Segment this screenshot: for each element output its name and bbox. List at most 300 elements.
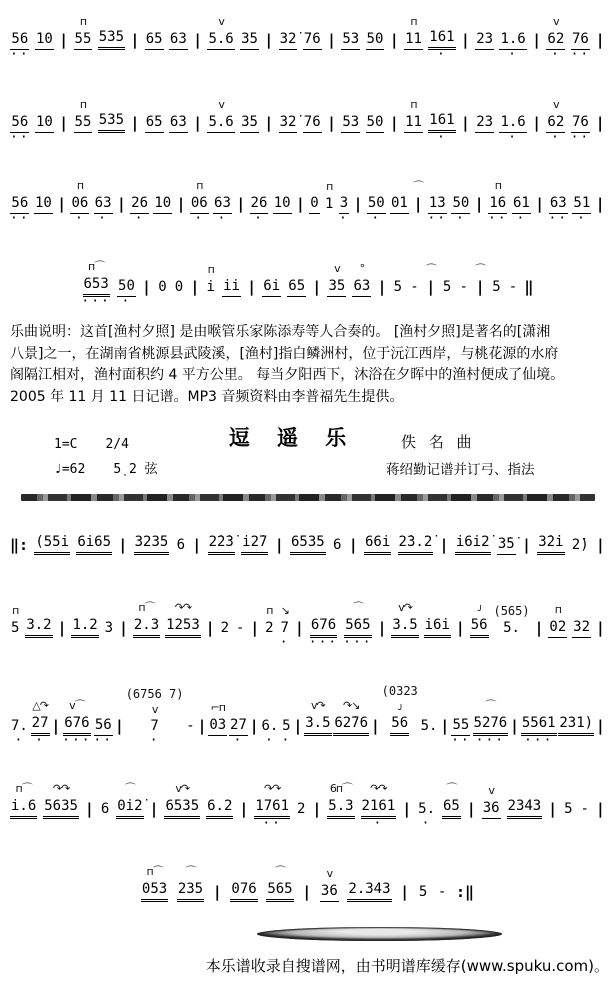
note-group xyxy=(563,784,573,830)
music-line xyxy=(10,178,605,225)
note-group xyxy=(417,784,436,830)
barline xyxy=(198,701,207,747)
note-digits: 62 xyxy=(546,113,565,133)
composer-credit: 佚 名 曲 xyxy=(401,433,476,451)
note-digits: 0i2̇ xyxy=(116,797,143,819)
title-block xyxy=(0,422,615,478)
note-digits: 50 xyxy=(366,30,385,50)
note-digits: i.6 xyxy=(10,797,37,819)
barline-glyph: | xyxy=(455,619,465,637)
note-group xyxy=(327,261,346,308)
barline xyxy=(402,784,411,830)
note-group xyxy=(157,262,167,308)
bowing-mark: ° xyxy=(359,262,365,275)
octave-dots: · xyxy=(279,635,290,650)
note-group xyxy=(352,261,371,308)
octave-dots: · xyxy=(194,211,205,226)
note-group xyxy=(537,517,564,566)
note-group xyxy=(10,701,29,747)
note-group xyxy=(499,97,526,144)
note-group xyxy=(241,517,268,566)
barline-glyph: | xyxy=(377,619,387,637)
note-digits: 6 xyxy=(332,537,342,553)
note-group xyxy=(366,14,385,61)
note-group xyxy=(222,261,241,308)
note-group xyxy=(455,517,491,566)
bowing-mark: п xyxy=(196,179,203,192)
barline xyxy=(390,98,399,144)
barline-glyph: | xyxy=(389,31,399,49)
note-digits: - xyxy=(437,884,447,900)
octave-dots: · xyxy=(508,47,518,62)
barline xyxy=(10,520,28,566)
barline-glyph: | xyxy=(475,278,485,296)
note-digits: 23 xyxy=(475,30,494,50)
note-digits: 56 xyxy=(10,113,29,133)
octave-dots: · xyxy=(339,211,349,226)
barline-glyph: | xyxy=(247,278,257,296)
note-group xyxy=(264,603,274,649)
bowing-mark: ⌒ xyxy=(425,263,436,276)
note-group xyxy=(333,698,369,747)
barline xyxy=(296,179,305,225)
barline xyxy=(302,867,311,913)
octave-dots: · xyxy=(281,733,292,748)
barline xyxy=(206,603,215,649)
page-title: 逗 遥 乐 xyxy=(228,425,357,450)
barline-glyph: | xyxy=(116,195,126,213)
note-group xyxy=(254,781,290,830)
footer-source-text: 本乐谱收录自搜谱网，由书明谱库缓存(www.spuku.com)。 xyxy=(205,957,609,975)
note-group xyxy=(558,698,594,747)
octave-dots: · xyxy=(421,816,432,831)
barline xyxy=(236,179,245,225)
note-group xyxy=(169,97,188,144)
note-digits: - xyxy=(459,279,468,295)
note-digits: 5. xyxy=(503,620,520,636)
bowing-mark: п⌒ xyxy=(15,782,32,795)
barline-glyph: | xyxy=(326,114,337,132)
note-digits: 161 xyxy=(428,111,455,133)
music-line xyxy=(10,12,605,61)
barline-glyph: | xyxy=(264,31,274,49)
note-group xyxy=(382,683,418,747)
barline-glyph: | xyxy=(84,800,94,818)
note-group xyxy=(34,517,70,566)
note-digits: 76 xyxy=(303,113,322,133)
note-digits: 1761 xyxy=(254,797,290,819)
note-digits: 676 xyxy=(310,616,337,638)
note-digits: 565 xyxy=(344,616,371,638)
barline xyxy=(115,701,124,747)
note-group xyxy=(546,14,565,61)
key-time-signature xyxy=(14,437,184,452)
octave-dots: · xyxy=(134,211,145,226)
bowing-mark: п xyxy=(554,603,561,616)
note-digits: 62 xyxy=(546,30,565,50)
note-group xyxy=(390,178,409,225)
bowing-mark: п⌒ xyxy=(146,865,163,878)
note-digits: 23 xyxy=(475,113,494,133)
music-line xyxy=(10,781,605,830)
barline-glyph: | xyxy=(212,883,222,901)
barline xyxy=(250,603,259,649)
note-digits: 50 xyxy=(366,113,385,133)
note-group xyxy=(367,178,386,225)
tempo-marking: ♩=62 xyxy=(54,462,86,477)
octave-dots: · xyxy=(233,733,244,748)
note-digits: 5.6 xyxy=(207,30,234,50)
barline-glyph: | xyxy=(294,619,304,637)
separator-bar xyxy=(21,494,595,501)
description-paragraph xyxy=(0,320,615,408)
note-group xyxy=(100,784,110,830)
note-digits: 10 xyxy=(35,113,54,133)
barline-glyph: | xyxy=(130,114,140,132)
barline-glyph: | xyxy=(595,31,605,49)
note-group xyxy=(428,12,455,61)
note-group xyxy=(459,262,469,308)
barline xyxy=(177,179,186,225)
music-section-main xyxy=(0,501,615,913)
barline xyxy=(400,867,409,913)
note-digits: 3̇5̇ xyxy=(497,535,516,555)
octave-dots: · xyxy=(121,294,132,309)
bowing-mark: п xyxy=(76,179,84,192)
note-digits: 235 xyxy=(177,880,204,902)
barline-glyph: | xyxy=(595,536,605,554)
note-digits: 01 xyxy=(390,194,409,214)
note-digits: 231) xyxy=(558,714,594,736)
barline-glyph: | xyxy=(348,536,358,554)
barline xyxy=(534,603,543,649)
octave-dots: · xyxy=(373,816,384,831)
barline xyxy=(475,262,485,308)
note-group xyxy=(230,864,257,913)
note-group xyxy=(493,603,529,649)
time-signature: 2/4 xyxy=(105,437,129,452)
barline-glyph: | xyxy=(460,114,470,132)
note-digits: 66i xyxy=(364,533,391,555)
octave-dots: · xyxy=(550,47,561,62)
note-group xyxy=(320,866,339,913)
note-group xyxy=(126,686,184,747)
octave-dots: · xyxy=(75,211,85,226)
note-digits: 10 xyxy=(34,194,53,214)
note-group xyxy=(35,97,54,144)
barline-glyph: | xyxy=(293,717,303,735)
octave-dots: ··· xyxy=(308,635,339,650)
description-line: 八景]之一，在湖南省桃源县武陵溪，[渔村]指白鳞洲村，位于沅江西岸，与桃花源的水府 xyxy=(10,345,559,362)
note-group xyxy=(304,698,331,747)
bowing-mark: v⌒ xyxy=(69,699,85,712)
note-group xyxy=(31,698,50,747)
barline-glyph: | xyxy=(439,536,449,554)
barline xyxy=(58,603,67,649)
note-group xyxy=(508,262,518,308)
note-group xyxy=(580,784,590,830)
note-digits: 32̇ xyxy=(279,30,298,50)
note-group xyxy=(76,517,112,566)
note-digits: 65 xyxy=(287,277,306,297)
note-group xyxy=(442,781,461,830)
note-group xyxy=(117,261,136,308)
note-digits: 5 xyxy=(492,279,501,295)
note-group xyxy=(339,178,349,225)
barline-glyph: | xyxy=(239,800,249,818)
note-group xyxy=(130,178,149,225)
note-digits: 676 xyxy=(63,714,90,736)
note-digits: 3 xyxy=(104,620,114,636)
bowing-mark: ⌒ xyxy=(352,601,363,614)
note-group xyxy=(473,698,509,747)
bowing-mark: v xyxy=(326,867,333,880)
note-digits: 5 xyxy=(282,718,291,734)
note-group xyxy=(116,781,143,830)
note-group xyxy=(281,701,291,747)
octave-dots: · xyxy=(35,733,45,748)
barline-glyph: | xyxy=(595,114,605,132)
note-digits: 55 xyxy=(451,716,470,736)
barline xyxy=(118,520,127,566)
octave-dots: ·· xyxy=(570,47,591,62)
note-digits: 161 xyxy=(428,28,455,50)
barline-glyph: | xyxy=(118,536,128,554)
bowing-mark: п⌒ xyxy=(138,601,155,614)
barline-glyph: | xyxy=(193,114,203,132)
note-group xyxy=(174,262,184,308)
barline xyxy=(193,15,202,61)
bowing-mark: ⌒ xyxy=(274,865,285,878)
note-group xyxy=(347,864,391,913)
note-group xyxy=(296,784,306,830)
note-group xyxy=(409,262,419,308)
note-group xyxy=(398,517,434,566)
note-group xyxy=(74,14,93,61)
bowing-mark: ⌒ xyxy=(185,865,196,878)
note-digits: i6i2̇ xyxy=(455,533,491,555)
octave-dots: ·· xyxy=(451,733,471,748)
barline xyxy=(349,520,358,566)
barline-glyph: | xyxy=(236,195,246,213)
barline-glyph: | xyxy=(402,800,412,818)
note-group xyxy=(303,97,322,144)
bowing-mark: v xyxy=(553,15,559,28)
note-digits: 5. xyxy=(420,718,438,734)
note-digits: 62̇76 xyxy=(333,714,369,736)
note-group xyxy=(488,178,508,225)
note-digits: 2 xyxy=(265,620,274,636)
note-digits: 50 xyxy=(451,194,470,214)
barline xyxy=(312,262,321,308)
barline xyxy=(327,98,336,144)
barline xyxy=(295,603,304,649)
note-digits: 5.3 xyxy=(327,797,354,819)
note-group xyxy=(404,97,423,144)
note-digits: 55 xyxy=(74,113,93,133)
note-digits: 2 xyxy=(220,620,230,636)
note-digits: 3.5 xyxy=(391,616,418,638)
barline-glyph: | xyxy=(59,114,69,132)
bowing-mark: п xyxy=(266,604,273,617)
note-group xyxy=(208,700,227,747)
barline-glyph: | xyxy=(295,195,305,213)
barline-glyph: | xyxy=(534,619,544,637)
bowing-mark: (0323 ᴊ xyxy=(381,684,418,713)
octave-dots: ·· xyxy=(10,130,30,145)
note-group xyxy=(145,14,164,61)
barline xyxy=(524,262,533,308)
barline-glyph: | xyxy=(595,195,605,213)
note-digits: 26 xyxy=(250,194,269,214)
note-group xyxy=(548,178,568,225)
barline-glyph: ‖ xyxy=(524,278,534,296)
note-digits: 7. xyxy=(11,718,28,734)
barline-glyph: | xyxy=(377,278,387,296)
note-digits: 5 xyxy=(442,279,452,295)
note-digits: 0 xyxy=(174,279,184,295)
barline-glyph: :‖ xyxy=(455,883,475,901)
barline xyxy=(264,15,273,61)
music-line xyxy=(141,864,474,913)
note-digits: 16 xyxy=(488,194,507,214)
octave-dots: · xyxy=(149,733,160,748)
note-group xyxy=(571,520,590,566)
note-group xyxy=(164,781,200,830)
note-digits: 2161 xyxy=(361,797,397,819)
octave-dots: · xyxy=(516,211,527,226)
octave-dots: ··· xyxy=(475,733,506,748)
barline-glyph: | xyxy=(400,883,410,901)
octave-dots: ·· xyxy=(487,211,508,226)
barline xyxy=(142,262,151,308)
note-group xyxy=(208,517,235,566)
note-digits: 55 xyxy=(74,30,93,50)
barline xyxy=(371,701,380,747)
note-digits: 1253 xyxy=(165,616,201,638)
note-group xyxy=(303,14,322,61)
note-group xyxy=(404,14,423,61)
barline-glyph: | xyxy=(193,31,203,49)
note-digits: 76 xyxy=(571,113,590,133)
note-digits: 51 xyxy=(572,194,591,214)
note-digits: 6.2 xyxy=(206,797,233,819)
octave-dots: ·· xyxy=(570,130,591,145)
barline-glyph: | xyxy=(474,195,484,213)
note-digits: 3235 xyxy=(134,533,170,555)
note-group xyxy=(442,262,452,308)
barline xyxy=(426,262,436,308)
note-digits: 0 xyxy=(309,194,319,214)
note-digits: 053 xyxy=(141,880,168,902)
note-group xyxy=(240,97,259,144)
note-digits: 32 xyxy=(572,618,591,638)
description-line: 2005 年 11 月 11 日记谱。MP3 音频资料由李普福先生提供。 xyxy=(10,388,404,405)
note-group xyxy=(134,517,170,566)
barline xyxy=(475,179,484,225)
note-digits: 53 xyxy=(341,113,360,133)
barline-glyph: | xyxy=(149,800,159,818)
note-digits: 3̇2̇i xyxy=(537,533,564,555)
note-digits: 10 xyxy=(35,30,54,50)
note-digits: 35 xyxy=(240,30,259,50)
note-digits: 02 xyxy=(548,618,567,638)
note-digits: 5635 xyxy=(43,797,79,819)
note-digits: 1 xyxy=(324,196,334,212)
barline xyxy=(378,603,387,649)
bowing-mark: п xyxy=(207,263,214,276)
note-digits: 2.3 xyxy=(133,616,160,638)
octave-dots: ··· xyxy=(343,635,373,650)
octave-dots: ·· xyxy=(10,211,30,226)
barline xyxy=(59,15,68,61)
note-group xyxy=(10,603,20,649)
bowing-mark: v↷ xyxy=(398,601,412,614)
note-group xyxy=(81,259,110,308)
bowing-mark: v↷ xyxy=(175,782,190,795)
note-digits: 56 xyxy=(10,194,29,214)
note-digits: 63 xyxy=(213,194,232,214)
note-digits: 63 xyxy=(169,30,188,50)
note-group xyxy=(475,14,494,61)
barline-glyph: | xyxy=(510,717,520,735)
barline-glyph: | xyxy=(595,800,605,818)
note-group xyxy=(207,97,234,144)
note-group xyxy=(266,864,293,913)
barline xyxy=(456,867,474,913)
barline-glyph: | xyxy=(142,278,152,296)
music-section-top xyxy=(0,0,615,308)
note-digits: 27 xyxy=(229,716,248,736)
note-digits: 6 xyxy=(100,801,110,817)
note-group xyxy=(133,600,160,649)
barline-glyph: | xyxy=(521,536,531,554)
note-digits: 6535 xyxy=(290,533,326,555)
barline-glyph: | xyxy=(190,278,200,296)
note-digits: - xyxy=(186,718,195,734)
note-group xyxy=(169,14,188,61)
note-group xyxy=(546,97,565,144)
octave-dots: · xyxy=(371,211,382,226)
note-digits: 06 xyxy=(70,194,89,214)
note-group xyxy=(25,600,52,649)
octave-dots: · xyxy=(14,733,25,748)
music-line xyxy=(10,600,605,649)
octave-dots: ·· xyxy=(548,211,569,226)
barline-glyph: | xyxy=(302,883,312,901)
music-line xyxy=(10,95,605,144)
note-group xyxy=(177,864,204,913)
note-digits: 50 xyxy=(117,277,136,297)
bowing-mark: ⌒ xyxy=(485,699,496,712)
note-digits: 5. xyxy=(418,801,436,817)
barline xyxy=(461,15,470,61)
note-digits: ii xyxy=(222,277,241,297)
note-group xyxy=(261,701,280,747)
note-group xyxy=(145,97,164,144)
barline xyxy=(596,15,605,61)
note-group xyxy=(512,178,531,225)
octave-dots: ··· xyxy=(62,733,92,748)
note-digits: 3 xyxy=(339,194,349,214)
barline xyxy=(193,98,202,144)
note-digits: 5 xyxy=(564,801,573,817)
note-digits: 3.2 xyxy=(25,616,52,638)
note-group xyxy=(280,603,290,649)
note-digits: 35 xyxy=(327,277,346,297)
page-curl-shadow xyxy=(257,927,502,941)
string-tuning: 5̣ 2 弦 xyxy=(113,462,158,477)
